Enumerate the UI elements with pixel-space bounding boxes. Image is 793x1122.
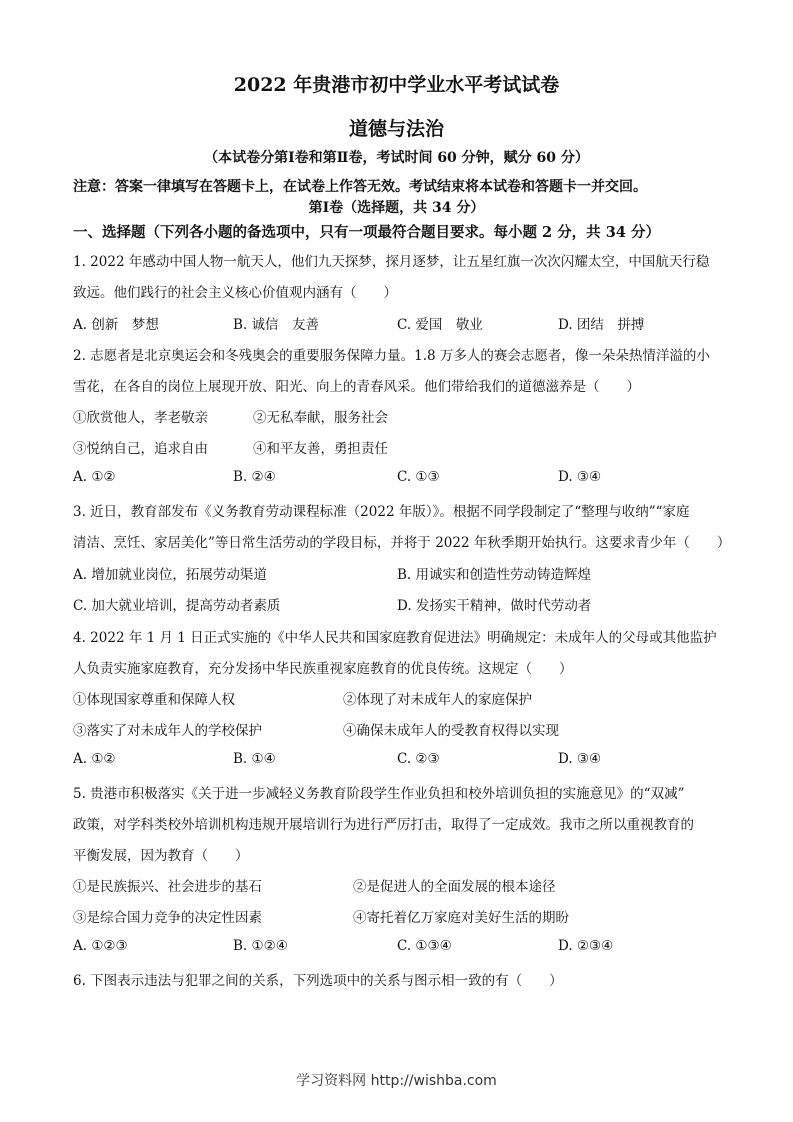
question-2-item: ④和平友善，勇担责任 xyxy=(253,441,388,457)
question-2-line: 2. 志愿者是北京奥运会和冬残奥会的重要服务保障力量。1.8 万多人的赛会志愿者，像一朵朵热情洋溢的小 xyxy=(73,348,710,364)
question-3-line: 3. 近日，教育部发布《义务教育劳动课程标准（2022 年版）》。根据不同学段制定了“整理与收纳”“家庭 xyxy=(73,504,690,520)
section-heading: 一、选择题（下列各小题的备选项中，只有一项最符合题目要求。每小题 2 分，共 34 分） xyxy=(73,224,660,241)
question-1-option-d: D. 团结 拼搏 xyxy=(558,317,645,333)
exam-notice: 注意：答案一律填写在答题卡上，在试卷上作答无效。考试结束将本试卷和答题卡一并交回。 xyxy=(73,179,647,195)
question-1-option-b: B. 诚信 友善 xyxy=(233,317,320,333)
question-2-option-d: D. ③④ xyxy=(558,469,602,485)
question-5-line: 平衡发展，因为教育（ ） xyxy=(73,848,249,864)
question-1-option-a: A. 创新 梦想 xyxy=(73,317,159,333)
question-3-line: 清洁、烹饪、家居美化”等日常生活劳动的学段目标，并将于 2022 年秋季期开始执行。这要求青少年（ ） xyxy=(73,535,731,551)
question-1-line: 1. 2022 年感动中国人物一航天人，他们九天探梦，探月逐梦，让五星红旗一次次闪耀太空，中国航天行稳 xyxy=(73,254,710,270)
question-1-line: 致远。他们践行的社会主义核心价值观内涵有（ ） xyxy=(73,285,397,301)
question-4-item: ①体现国家尊重和保障人权 xyxy=(73,692,235,708)
question-5-option-b: B. ①②④ xyxy=(233,938,288,954)
question-5-option-c: C. ①③④ xyxy=(397,938,452,954)
question-2-item: ③悦纳自己，追求自由 xyxy=(73,441,208,457)
question-5-item: ①是民族振兴、社会进步的基石 xyxy=(73,879,262,895)
question-4-option-a: A. ①② xyxy=(73,751,116,767)
question-2-line: 雪花，在各自的岗位上展现开放、阳光、向上的青春风采。他们带给我们的道德滋养是（ ） xyxy=(73,379,640,395)
question-2-option-b: B. ②④ xyxy=(233,469,276,485)
question-2-item: ②无私奉献，服务社会 xyxy=(253,410,388,426)
question-4-item: ④确保未成年人的受教育权得以实现 xyxy=(343,723,559,739)
question-5-line: 5. 贵港市积极落实《关于进一步减轻义务教育阶段学生作业负担和校外培训负担的实施意见》的“双减” xyxy=(73,786,685,802)
question-4-line: 人负责实施家庭教育，充分发扬中华民族重视家庭教育的优良传统。这规定（ ） xyxy=(73,661,573,677)
question-3-option-a: A. 增加就业岗位，拓展劳动渠道 xyxy=(73,567,267,583)
question-6-line: 6. 下图表示违法与犯罪之间的关系，下列选项中的关系与图示相一致的有（ ） xyxy=(73,973,563,989)
question-5-option-d: D. ②③④ xyxy=(558,938,614,954)
question-2-item: ①欣赏他人，孝老敬亲 xyxy=(73,410,208,426)
question-3-option-b: B. 用诚实和创造性劳动铸造辉煌 xyxy=(397,567,592,583)
question-5-line: 政策，对学科类校外培训机构违规开展培训行为进行严厉打击，取得了一定成效。我市之所以重视教育的 xyxy=(73,817,694,833)
question-4-line: 4. 2022 年 1 月 1 日正式实施的《中华人民共和国家庭教育促进法》明确规定：未成年人的父母或其他监护 xyxy=(73,630,717,646)
question-3-option-c: C. 加大就业培训，提高劳动者素质 xyxy=(73,598,281,614)
exam-info: （本试卷分第Ⅰ卷和第Ⅱ卷，考试时间 60 分钟，赋分 60 分） xyxy=(204,150,589,166)
question-4-item: ③落实了对未成年人的学校保护 xyxy=(73,723,262,739)
question-4-option-c: C. ②③ xyxy=(397,751,440,767)
question-2-option-c: C. ①③ xyxy=(397,469,440,485)
question-5-option-a: A. ①②③ xyxy=(73,938,128,954)
question-3-option-d: D. 发扬实干精神，做时代劳动者 xyxy=(397,598,592,614)
part-heading: 第Ⅰ卷（选择题，共 34 分） xyxy=(308,200,485,216)
footer-watermark: 学习资料网 http://wishba.com xyxy=(296,1073,497,1089)
question-5-item: ④寄托着亿万家庭对美好生活的期盼 xyxy=(353,910,569,926)
exam-title: 2022 年贵港市初中学业水平考试试卷 xyxy=(233,74,560,96)
question-4-item: ②体现了对未成年人的家庭保护 xyxy=(343,692,532,708)
question-4-option-b: B. ①④ xyxy=(233,751,276,767)
question-5-item: ②是促进人的全面发展的根本途径 xyxy=(353,879,556,895)
question-1-option-c: C. 爱国 敬业 xyxy=(397,317,483,333)
subject-title: 道德与法治 xyxy=(348,118,444,140)
question-2-option-a: A. ①② xyxy=(73,469,116,485)
question-4-option-d: D. ③④ xyxy=(558,751,602,767)
question-5-item: ③是综合国力竞争的决定性因素 xyxy=(73,910,262,926)
